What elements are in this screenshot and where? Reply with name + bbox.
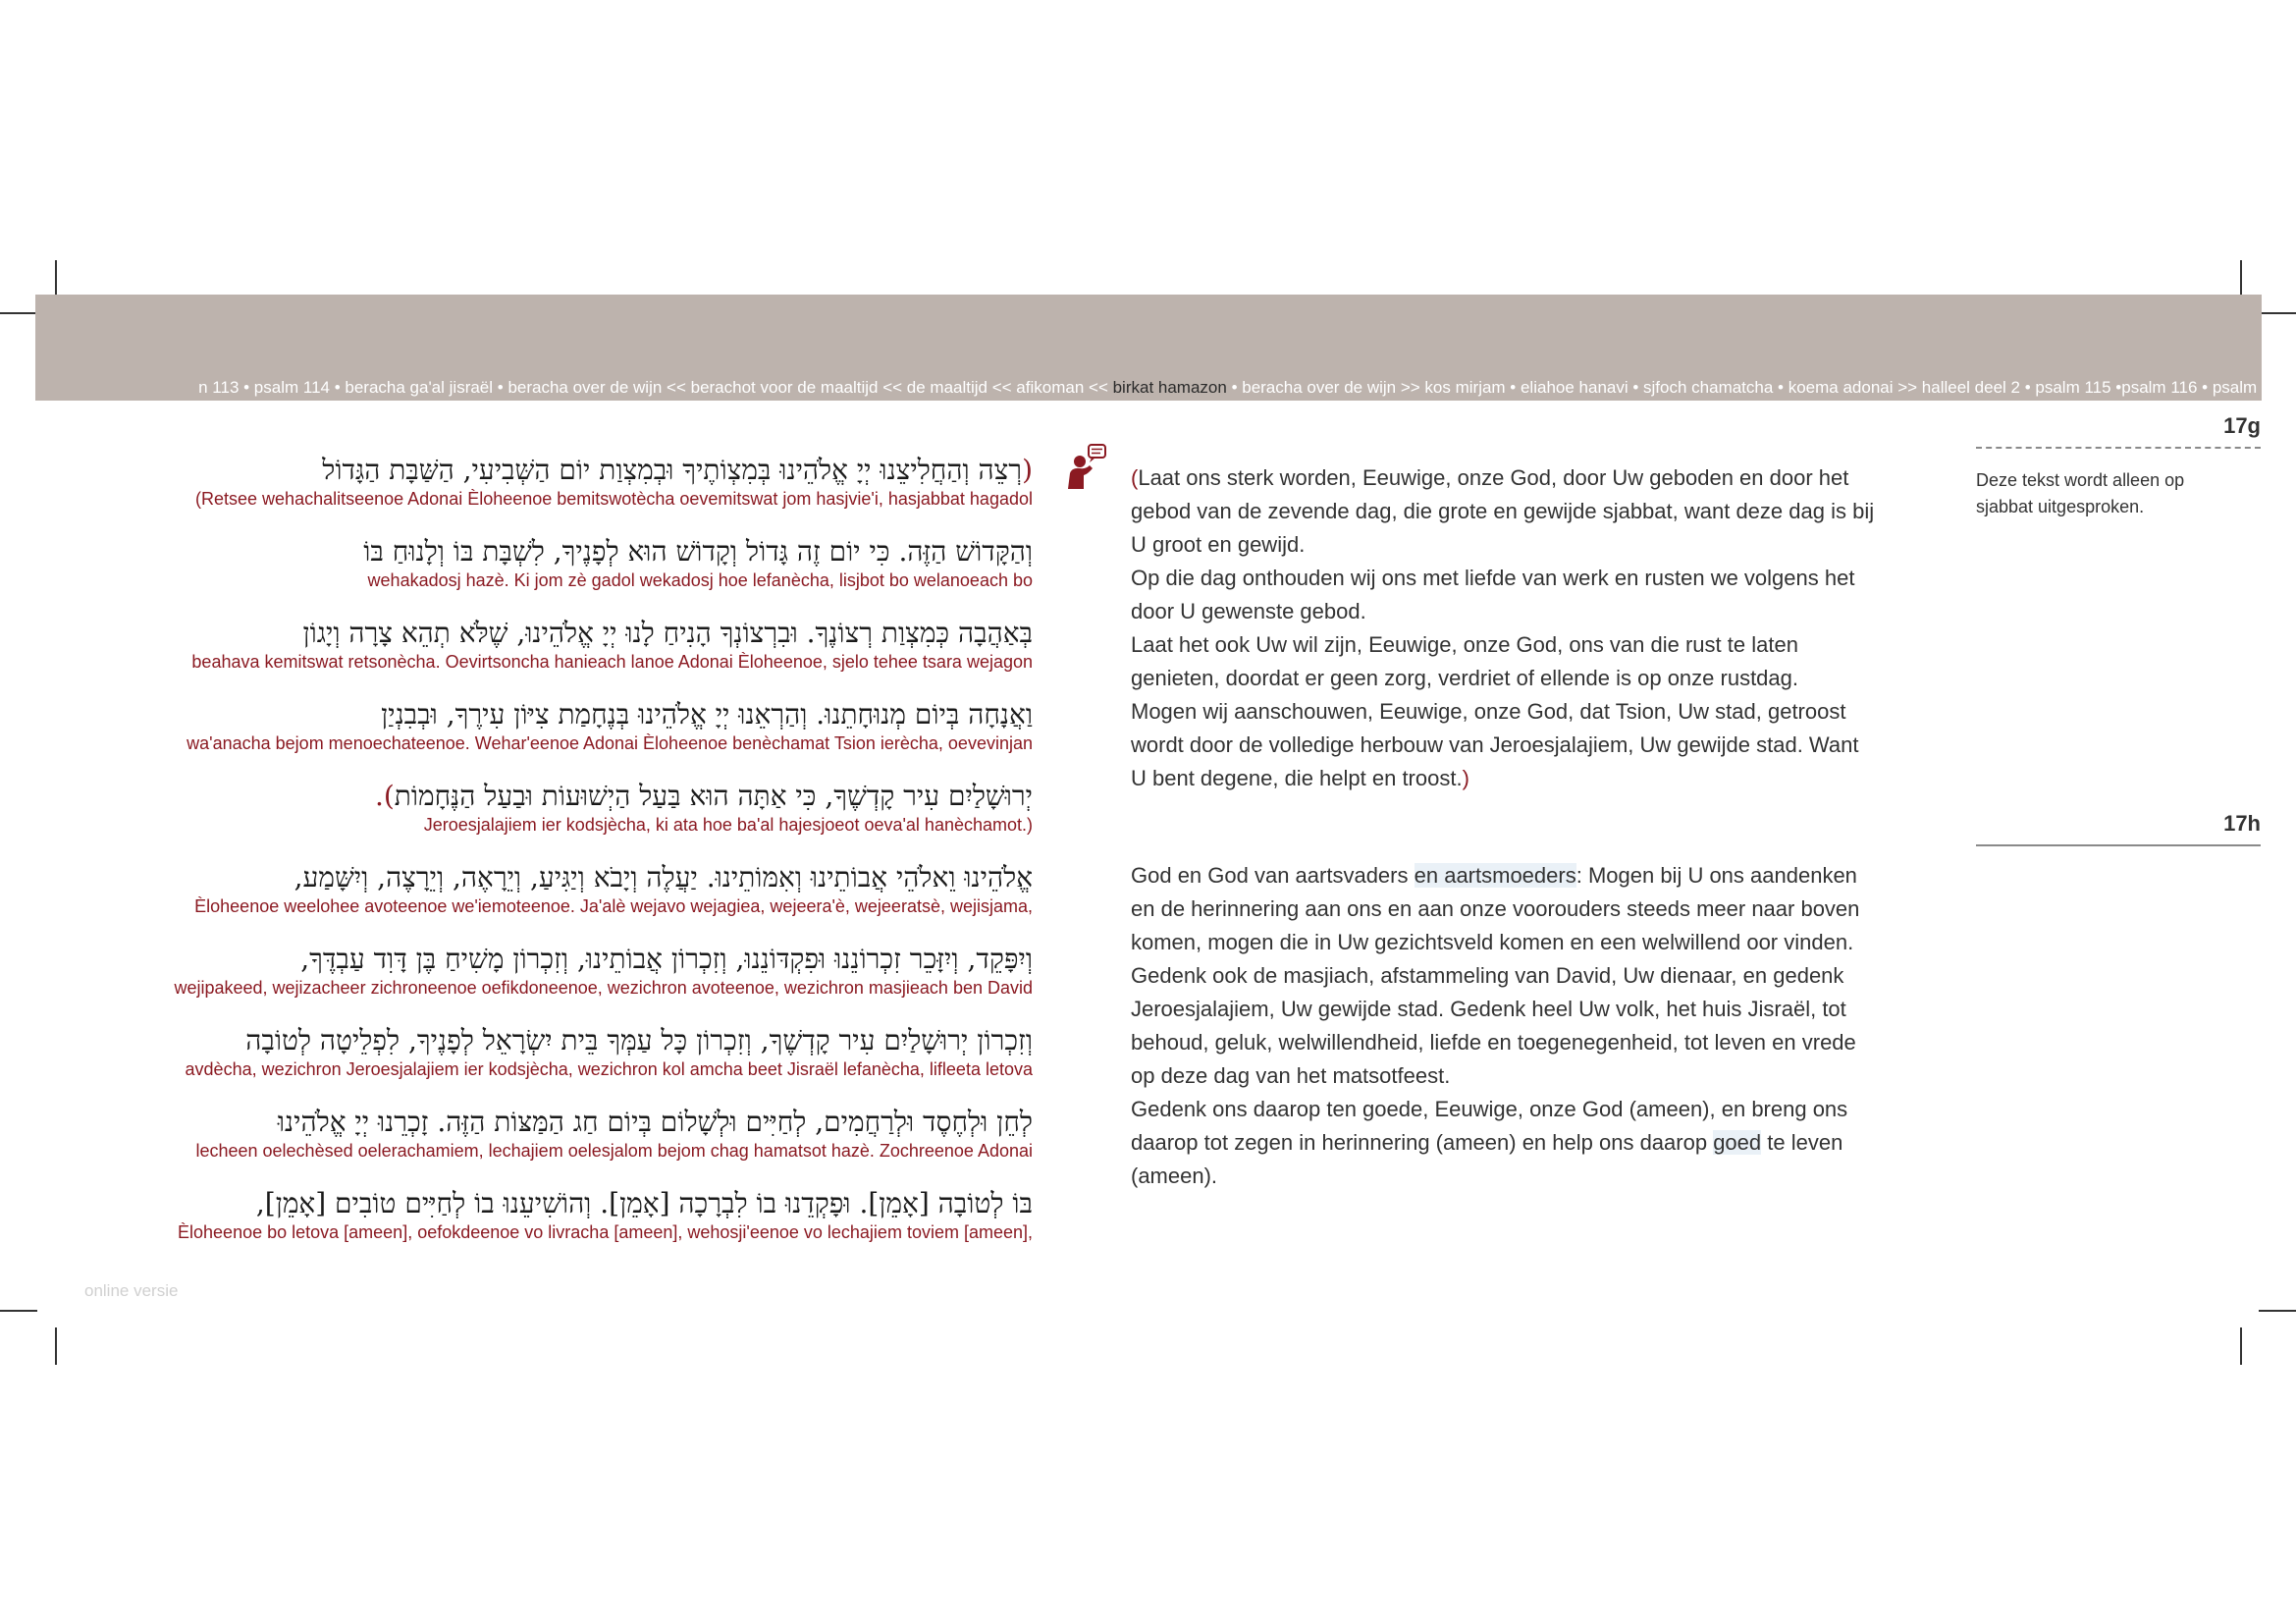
- text-line: genieten, doordat er geen zorg, verdriet of ellende is op onze rustdag.: [1131, 666, 1799, 690]
- solid-divider: [1976, 844, 2261, 846]
- crop-mark: [2240, 260, 2242, 298]
- text-line: wordt door de volledige herbouw van Jeroesjalajiem, Uw gewijde stad. Want: [1131, 732, 1859, 757]
- text-segment: te leven: [1761, 1130, 1843, 1155]
- transliteration-line: beahava kemitswat retsonècha. Oevirtsoncha hanieach lanoe Adonai Èloheenoe, sjelo tehee tsara wejagon: [191, 652, 1033, 672]
- text-line: [1131, 859, 1906, 893]
- transliteration-line: lecheen oelechèsed oelerachamiem, lechajiem oelesjalom bejom chag hamatsot hazè. Zochreenoe Adonai: [195, 1141, 1033, 1161]
- hebrew-line: בּוֹ לְטוֹבָה [אָמֵן]. וּפָקְדֵנוּ בוֹ לִבְרָכָה [אָמֵן]. וְהוֹשִׁיעֵנוּ בוֹ לְחַיִּים טוֹבִים [אָמֵן],: [255, 1187, 1033, 1219]
- hebrew-line: וְיִפָּקֵד, וְיִזָּכֵר זִכְרוֹנֵנוּ וּפִקְדּוֹנֵנוּ, וְזִכְרוֹן אֲבוֹתֵינוּ, וְזִכְרוֹן מָשִׁיחַ בֶּן דָּוִד עַבְדֶּךָ,: [300, 943, 1033, 975]
- crop-mark: [2259, 1310, 2296, 1312]
- text-line: behoud, geluk, welwillendheid, liefde en toegenegenheid, tot leven en vrede: [1131, 1030, 1856, 1055]
- verse: [118, 1024, 1033, 1081]
- highlighted-text: goed: [1713, 1130, 1762, 1155]
- side-note: Deze tekst wordt alleen op sjabbat uitgesproken.: [1976, 470, 2185, 516]
- verse: [118, 617, 1033, 674]
- verse: [118, 454, 1033, 511]
- crop-mark: [2240, 1327, 2242, 1365]
- breadcrumb-after[interactable]: • beracha over de wijn >> kos mirjam • eliahoe hanavi • sjfoch chamatcha • koema adonai >> halleel deel 2 • psalm 115 •psalm 116 • psalm 117: [1226, 378, 2288, 397]
- text-line: gebod van de zevende dag, die grote en gewijde sjabbat, want deze dag is bij: [1131, 499, 1875, 523]
- crop-mark: [55, 260, 57, 298]
- crop-mark: [0, 1310, 37, 1312]
- text-line: [1131, 762, 1906, 795]
- transliteration-line: Èloheenoe bo letova [ameen], oefokdeenoe vo livracha [ameen], wehosji'eenoe vo lechajiem toviem [ameen],: [178, 1222, 1033, 1242]
- text-line-content: Laat ons sterk worden, Eeuwige, onze God, door Uw geboden en door het: [1138, 465, 1849, 490]
- hebrew-line: וַאֲנָחָה בְּיוֹם מְנוּחָתֵנוּ. וְהַרְאֵנוּ יְיָ אֱלֹהֵינוּ בְּנֶחָמַת צִיּוֹן עִירֶךָ, וּבְבִנְיַן: [381, 698, 1033, 731]
- text-line: Op die dag onthouden wij ons met liefde van werk en rusten we volgens het: [1131, 566, 1855, 590]
- text-line: op deze dag van het matsotfeest.: [1131, 1063, 1451, 1088]
- verse: [118, 1187, 1033, 1244]
- dutch-translation-17g: [1131, 461, 1906, 795]
- hebrew-line: [118, 780, 1033, 813]
- transliteration-line: avdècha, wezichron Jeroesjalajiem ier kodsjècha, wezichron kol amcha beet Jisraël lefanècha, lifleeta letova: [185, 1059, 1033, 1079]
- text-line-content: U bent degene, die helpt en troost.: [1131, 766, 1463, 790]
- dutch-translation-17h: [1131, 859, 1906, 1193]
- open-paren: (: [1022, 454, 1033, 486]
- text-line: [1131, 1126, 1906, 1160]
- close-paren: ): [1462, 766, 1469, 790]
- text-line: Laat het ook Uw wil zijn, Eeuwige, onze God, ons van die rust te laten: [1131, 632, 1798, 657]
- transliteration-line: wehakadosj hazè. Ki jom zè gadol wekadosj hoe lefanècha, lisjbot bo welanoeach bo: [367, 570, 1033, 590]
- text-line: Gedenk ons daarop ten goede, Eeuwige, onze God (ameen), en breng ons: [1131, 1097, 1848, 1121]
- close-paren: ).: [374, 780, 395, 812]
- section-number: 17h: [2223, 811, 2261, 836]
- verse: [118, 780, 1033, 837]
- verse: [118, 861, 1033, 918]
- hebrew-column: [118, 454, 1033, 1269]
- verse: [118, 698, 1033, 755]
- text-line: U groot en gewijd.: [1131, 532, 1306, 557]
- text-line: komen, mogen die in Uw gezichtsveld komen en een welwillend oor vinden.: [1131, 930, 1854, 954]
- hebrew-line: וְהַקָּדוֹשׁ הַזֶּה. כִּי יוֹם זֶה גָּדוֹל וְקָדוֹשׁ הוּא לְפָנֶיךָ, לִשְׁבָּת בּוֹ וְלָנוּחַ בּוֹ: [363, 535, 1033, 568]
- crop-mark: [55, 1327, 57, 1365]
- hebrew-text: רְצֵה וְהַחֲלִיצֵנוּ יְיָ אֱלֹהֵינוּ בְּמִצְוֹתֶיךָ וּבְמִצְוַת יוֹם הַשְּׁבִיעִי, הַשַּׁבָּת הַגָּדוֹל: [322, 454, 1023, 486]
- dashed-divider: [1976, 447, 2261, 449]
- text-line: en de herinnering aan ons en aan onze voorouders steeds meer naar boven: [1131, 896, 1860, 921]
- highlighted-text: en aartsmoeders: [1414, 863, 1576, 888]
- text-line: door U gewenste gebod.: [1131, 599, 1366, 623]
- text-line: Mogen wij aanschouwen, Eeuwige, onze God, dat Tsion, Uw stad, getroost: [1131, 699, 1846, 724]
- crop-mark: [2259, 312, 2296, 314]
- transliteration-line: Jeroesjalajiem ier kodsjècha, ki ata hoe ba'al hajesjoeot oeva'al hanèchamot.): [423, 815, 1033, 835]
- hebrew-text: יְרוּשָׁלַיִם עִיר קָדְשֶׁךָ, כִּי אַתָּה הוּא בַּעַל הַיְשׁוּעוֹת וּבַעַל הַנֶּחָמוֹת: [394, 780, 1033, 812]
- verse: [118, 943, 1033, 1000]
- verse: [118, 535, 1033, 592]
- transliteration-line: (Retsee wehachalitseenoe Adonai Èloheenoe bemitswotècha oevemitswat jom hasjvie'i, hasjabbat hagadol: [195, 489, 1033, 509]
- section-number: 17g: [2223, 413, 2261, 438]
- text-line: [1131, 461, 1906, 495]
- breadcrumb-active-rest[interactable]: hamazon: [1153, 378, 1227, 397]
- text-line: (ameen).: [1131, 1164, 1218, 1188]
- hebrew-line: וְזִכְרוֹן יְרוּשָׁלַיִם עִיר קָדְשֶׁךָ, וְזִכְרוֹן כָּל עַמְּךָ בֵּית יִשְׂרָאֵל לְפָנֶיךָ, לִפְלֵיטָה לְטוֹבָה: [245, 1024, 1033, 1056]
- hebrew-line: [118, 454, 1033, 487]
- breadcrumb-before[interactable]: n 113 • psalm 114 • beracha ga'al jisraël • beracha over de wijn << berachot voor de maaltijd << de maaltijd << afikoman <<: [198, 378, 1113, 397]
- transliteration-line: Èloheenoe weelohee avoteenoe we'iemoteenoe. Ja'alè wejavo wejagiea, wejeera'è, wejeeratsè, wejisjama,: [194, 896, 1033, 916]
- text-segment: God en God van aartsvaders: [1131, 863, 1415, 888]
- text-line: Gedenk ook de masjiach, afstammeling van David, Uw dienaar, en gedenk: [1131, 963, 1844, 988]
- footer-note: online versie: [84, 1281, 179, 1300]
- transliteration-line: wa'anacha bejom menoechateenoe. Wehar'eenoe Adonai Èloheenoe benèchamat Tsion ierècha, oevevinjan: [187, 733, 1033, 753]
- hebrew-line: לְחֵן וּלְחֶסֶד וּלְרַחֲמִים, לְחַיִּים וּלְשָׁלוֹם בְּיוֹם חַג הַמַּצּוֹת הַזֶּה. זָכְרֵנוּ יְיָ אֱלֹהֵינוּ: [277, 1106, 1033, 1138]
- text-segment: daarop tot zegen in herinnering (ameen) en help ons daarop: [1131, 1130, 1714, 1155]
- hebrew-line: אֱלֹהֵינוּ וֵאלֹהֵי אֲבוֹתֵינוּ וְאִמּוֹתֵינוּ. יַעֲלֶה וְיָבֹא וְיַגִּיעַ, וְיֵרָאֶה, וְיֵרָצֶה, וְיִשָּׁמַע,: [294, 861, 1033, 893]
- crop-mark: [0, 312, 37, 314]
- verse: [118, 1106, 1033, 1163]
- open-paren: (: [1131, 465, 1139, 490]
- breadcrumb-active-word[interactable]: birkat: [1112, 378, 1154, 397]
- transliteration-line: wejipakeed, wejizacheer zichroneenoe oefikdoneenoe, wezichron avoteenoe, wezichron masjieach ben David: [174, 978, 1033, 998]
- speaker-with-speech-bubble-icon: [1060, 442, 1109, 491]
- text-line: Jeroesjalajiem, Uw gewijde stad. Gedenk heel Uw volk, het huis Jisraël, tot: [1131, 997, 1846, 1021]
- breadcrumb: [0, 373, 2296, 403]
- hebrew-line: בְּאַהֲבָה כְּמִצְוַת רְצוֹנֶךָ. וּבִרְצוֹנְךָ הָנִיחַ לָנוּ יְיָ אֱלֹהֵינוּ, שֶׁלֹּא תְהֵא צָרָה וְיָגוֹן: [302, 617, 1033, 649]
- text-segment: : Mogen bij U ons aandenken: [1575, 863, 1857, 888]
